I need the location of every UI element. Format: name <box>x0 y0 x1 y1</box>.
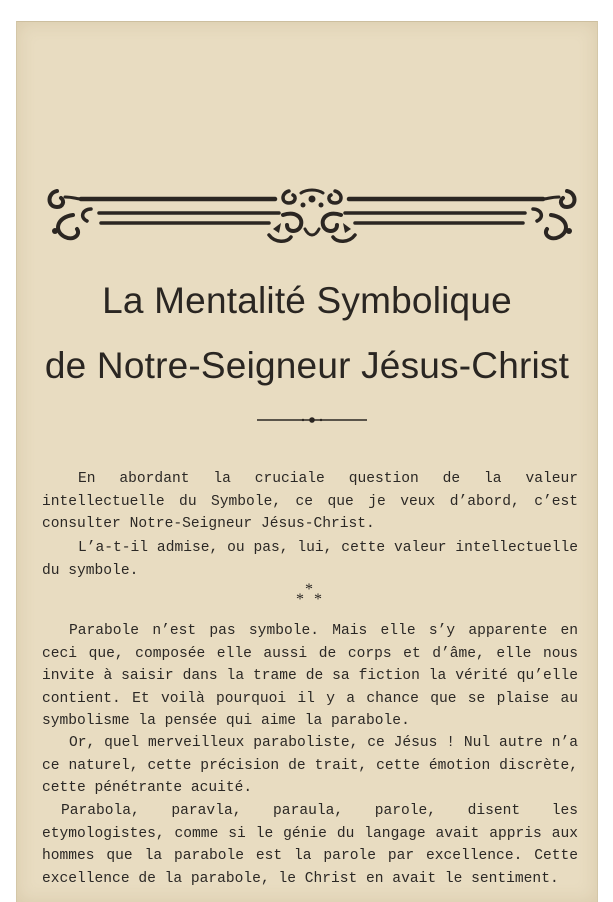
paragraph-5: Parabola, paravla, paraula, parole, disent les etymologistes, comme si le génie du langage avait appris aux hommes que la parabole est la parole par excellence. Cette excellence de la parabole, le Christ en avait le sentiment. <box>42 803 578 887</box>
document-page <box>16 21 598 902</box>
paragraph-3: Parabole n’est pas symbole. Mais elle s’y apparente en ceci que, composée elle aussi de corps et d’âme, elle nous invite à saisir dans la trame de sa fiction la vérité qu’elle contient. Et voilà pourquoi il y a chance que se plaise au symbolisme la pensée qui aime la parabole. <box>42 623 578 730</box>
paragraph-2: L’a-t-il admise, ou pas, lui, cette valeur intellectuelle du symbole. <box>42 540 578 579</box>
asterism-star: * <box>305 581 313 598</box>
divider-rule <box>257 415 367 425</box>
title-line-2: de Notre-Seigneur Jésus-Christ <box>44 345 570 386</box>
ornament-headpiece <box>43 185 581 247</box>
asterism-star: * <box>296 591 304 608</box>
asterism <box>293 582 333 612</box>
paragraph-4: Or, quel merveilleux paraboliste, ce Jésus ! Nul autre n’a ce naturel, cette précision de trait, cette émotion discrète, cette pénétrante acuité. <box>42 735 578 797</box>
title-line-1: La Mentalité Symbolique <box>102 280 512 321</box>
paragraph-1: En abordant la cruciale question de la valeur intellectuelle du Symbole, ce que je veux d’abord, c’est consulter Notre-Seigneur Jésus-Christ. <box>42 471 578 533</box>
asterism-star: * <box>314 591 322 608</box>
